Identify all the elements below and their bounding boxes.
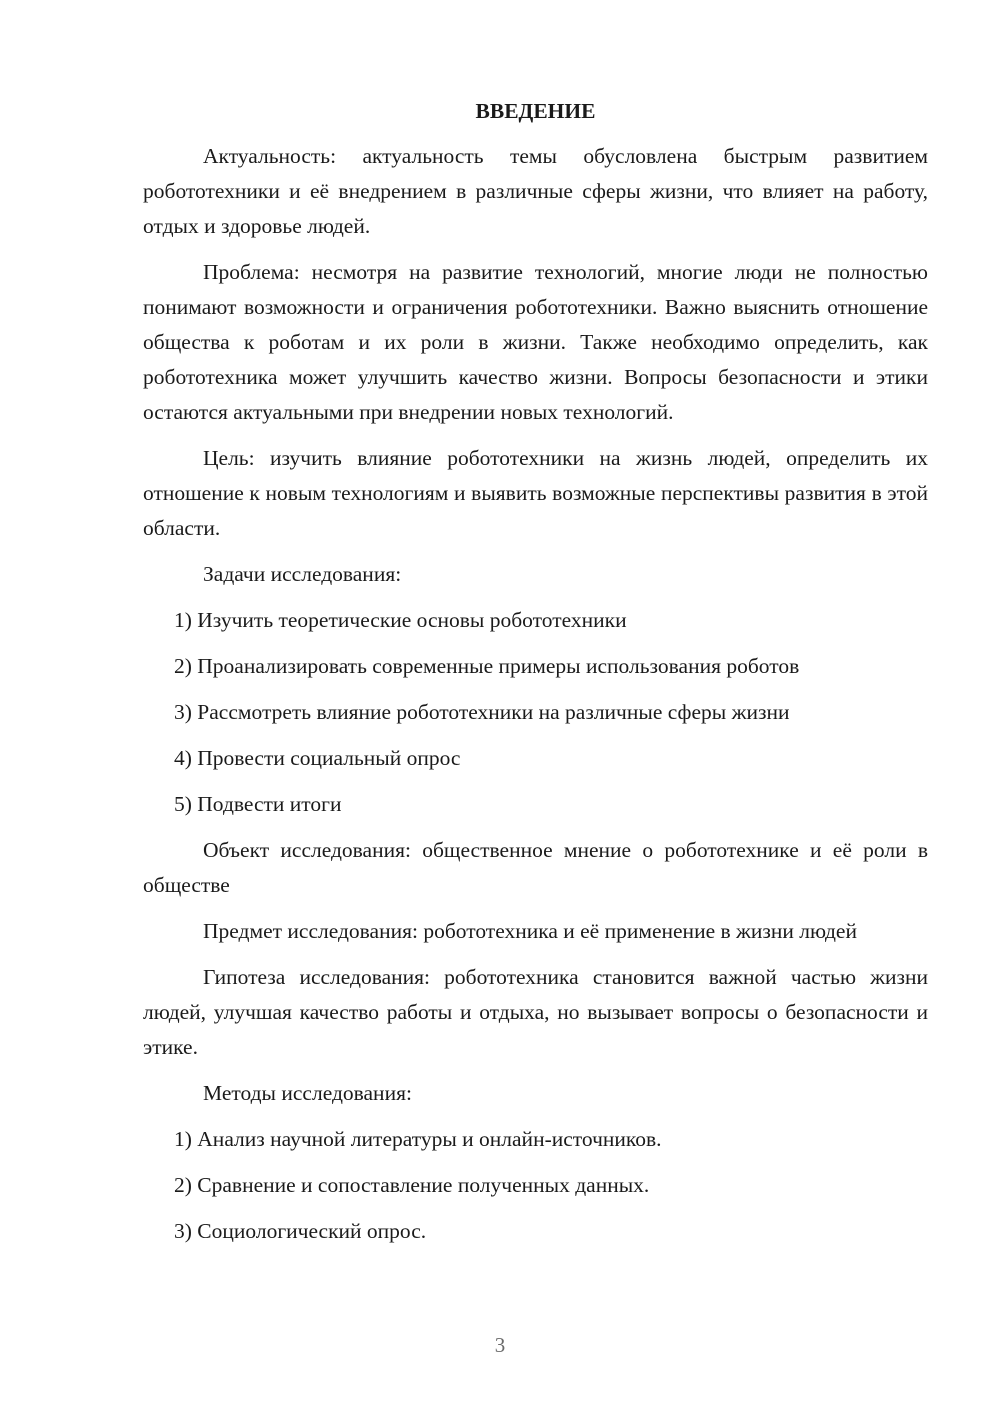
method-item: 2) Сравнение и сопоставление полученных данных. [174,1173,650,1197]
task-item: 2) Проанализировать современные примеры использования роботов [174,654,800,678]
tasks-label: Задачи исследования: [203,562,402,586]
document-body [143,94,928,1260]
task-item: 3) Рассмотреть влияние робототехники на различные сферы жизни [174,700,790,724]
task-item: 1) Изучить теоретические основы робототехники [174,608,627,632]
methods-label: Методы исследования: [203,1081,412,1105]
method-item: 3) Социологический опрос. [174,1219,427,1243]
methods-list [143,1122,928,1249]
task-item: 5) Подвести итоги [174,792,342,816]
hypothesis-paragraph: Гипотеза исследования: робототехника становится важной частью жизни людей, улучшая качество работы и отдыха, но вызывает вопросы о безопасности и этике. [143,965,928,1059]
tasks-list [143,603,928,822]
relevance-paragraph: Актуальность: актуальность темы обусловлена быстрым развитием робототехники и её внедрением в различные сферы жизни, что влияет на работу, отдых и здоровье людей. [143,144,928,238]
method-item: 1) Анализ научной литературы и онлайн-источников. [174,1127,662,1151]
object-paragraph: Объект исследования: общественное мнение о робототехнике и её роли в обществе [143,838,928,897]
goal-paragraph: Цель: изучить влияние робототехники на жизнь людей, определить их отношение к новым технологиям и выявить возможные перспективы развития в этой области. [143,446,928,540]
task-item: 4) Провести социальный опрос [174,746,461,770]
subject-paragraph: Предмет исследования: робототехника и её применение в жизни людей [203,919,857,943]
page-number: 3 [494,1333,506,1357]
problem-paragraph: Проблема: несмотря на развитие технологий, многие люди не полностью понимают возможности и ограничения робототехники. Важно выяснить отношение общества к роботам и их роли в жизни. Также необходимо определить, как робототехника может улучшить качество жизни. Вопросы безопасности и этики остаются актуальными при внедрении новых технологий. [143,260,928,424]
section-heading: ВВЕДЕНИЕ [475,99,596,123]
